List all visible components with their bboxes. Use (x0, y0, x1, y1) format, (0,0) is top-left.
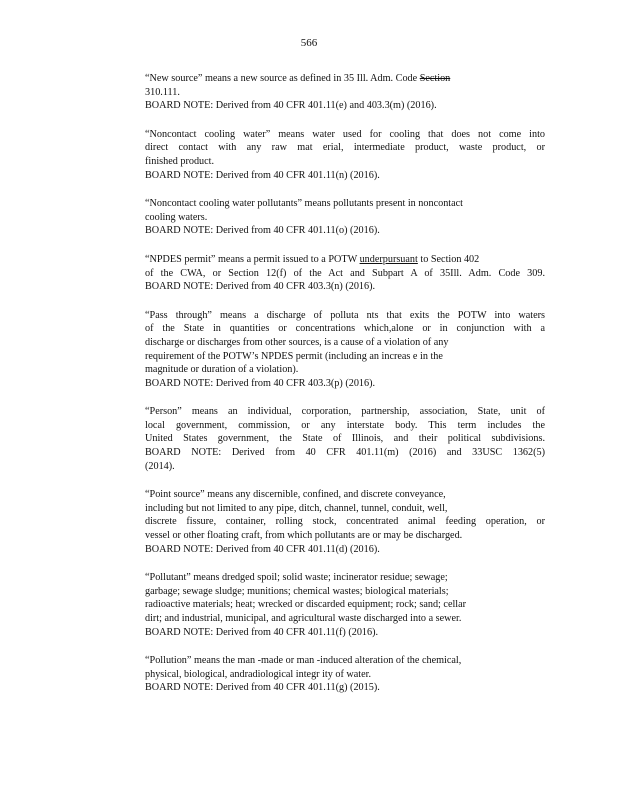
line-text: BOARD NOTE: Derived from 40 CFR 401.11(e) and 403.3(m) (2016). (145, 100, 437, 112)
text-line (145, 668, 545, 682)
line-text: vessel or other floating craft, from which pollutants are or may be discharged. (145, 530, 463, 542)
line-text: (2014). (145, 460, 175, 472)
text-line (145, 419, 545, 433)
underlined-text: underpursuant (359, 253, 418, 265)
struck-text: Section (419, 73, 451, 84)
text-line (145, 211, 545, 225)
text-line (145, 128, 545, 142)
text-line (145, 86, 545, 100)
line-text: 310.111. (145, 86, 180, 98)
definition-entry (145, 72, 545, 113)
text-line (145, 350, 545, 364)
text-line (145, 336, 545, 350)
text-line (145, 197, 545, 211)
line-text: BOARD NOTE: Derived from 40 CFR 403.3(p) (2016). (145, 377, 376, 389)
text-line (145, 280, 545, 294)
text-line (145, 446, 545, 460)
text-line (145, 309, 545, 323)
definition-entry (145, 488, 545, 556)
text-line (145, 488, 545, 502)
line-text: “NPDES permit” means a permit issued to a POTW (145, 253, 360, 265)
text-line (145, 612, 545, 626)
text-line (145, 571, 545, 585)
line-text-tail: to Section 402 (417, 253, 480, 265)
text-line (145, 141, 545, 155)
line-text: “Person” means an individual, corporation, partnership, association, State, unit of (145, 406, 545, 418)
text-line (145, 502, 545, 516)
definition-entry (145, 197, 545, 238)
line-text: of the CWA, or Section 12(f) of the Act and Subpart A of 35Ill. Adm. Code 309. (145, 267, 545, 279)
text-line (145, 529, 545, 543)
line-text: “New source” means a new source as defined in 35 Ill. Adm. Code (145, 73, 420, 84)
line-text: garbage; sewage sludge; munitions; chemical wastes; biological materials; (145, 585, 449, 597)
line-text: “Pass through” means a discharge of polluta nts that exits the POTW into waters (145, 309, 545, 321)
definition-entry (145, 654, 545, 695)
line-text: local government, commission, or any interstate body. This term includes the (145, 419, 545, 431)
line-text: discrete fissure, container, rolling stock, concentrated animal feeding operation, or (145, 516, 545, 528)
line-text: BOARD NOTE: Derived from 40 CFR 401.11(m) (2016) and 33USC 1362(5) (145, 447, 545, 459)
line-text: cooling waters. (145, 211, 208, 223)
text-line (145, 363, 545, 377)
page-number: 566 (300, 37, 318, 49)
definition-entry (145, 571, 545, 639)
text-line (145, 585, 545, 599)
text-line (145, 543, 545, 557)
line-text: “Pollution” means the man -made or man -induced alteration of the chemical, (145, 655, 462, 667)
text-line (145, 72, 545, 86)
text-line (145, 515, 545, 529)
definition-entry (145, 405, 545, 473)
line-text: physical, biological, andradiological integr ity of water. (145, 668, 372, 680)
line-text: “Point source” means any discernible, confined, and discrete conveyance, (145, 489, 446, 501)
line-text: BOARD NOTE: Derived from 40 CFR 401.11(o) (2016). (145, 225, 380, 237)
line-text: “Noncontact cooling water pollutants” means pollutants present in noncontact (145, 198, 463, 210)
text-line (145, 681, 545, 695)
line-text: BOARD NOTE: Derived from 40 CFR 401.11(f) (2016). (145, 626, 379, 638)
definition-entry (145, 128, 545, 182)
text-line (145, 253, 545, 267)
line-text: finished product. (145, 155, 215, 167)
text-line (145, 654, 545, 668)
definition-entry (145, 253, 545, 294)
line-text: “Noncontact cooling water” means water used for cooling that does not come into (145, 128, 545, 140)
line-text: discharge or discharges from other sources, is a cause of a violation of any (145, 336, 449, 348)
text-line (145, 377, 545, 391)
line-text: United States government, the State of Illinois, and their political subdivisions. (145, 433, 545, 445)
text-line (145, 267, 545, 281)
text-line (145, 460, 545, 474)
document-body (145, 72, 545, 710)
text-line (145, 99, 545, 113)
text-line (145, 432, 545, 446)
text-line (145, 322, 545, 336)
line-text: BOARD NOTE: Derived from 40 CFR 403.3(n) (2016). (145, 281, 376, 293)
text-line (145, 598, 545, 612)
line-text: BOARD NOTE: Derived from 40 CFR 401.11(g) (2015). (145, 682, 380, 694)
line-text: radioactive materials; heat; wrecked or discarded equipment; rock; sand; cellar (145, 599, 467, 611)
text-line (145, 405, 545, 419)
line-text: of the State in quantities or concentrations which,alone or in conjunction with a (145, 323, 545, 335)
line-text: direct contact with any raw mat erial, intermediate product, waste product, or (145, 142, 545, 154)
line-text: BOARD NOTE: Derived from 40 CFR 401.11(d) (2016). (145, 543, 380, 555)
text-line (145, 155, 545, 169)
line-text: “Pollutant” means dredged spoil; solid waste; incinerator residue; sewage; (145, 572, 448, 584)
text-line (145, 224, 545, 238)
line-text: BOARD NOTE: Derived from 40 CFR 401.11(n) (2016). (145, 169, 380, 181)
line-text: including but not limited to any pipe, ditch, channel, tunnel, conduit, well, (145, 502, 448, 514)
line-text: magnitude or duration of a violation). (145, 364, 299, 376)
definition-entry (145, 309, 545, 391)
text-line (145, 169, 545, 183)
line-text: dirt; and industrial, municipal, and agricultural waste discharged into a sewer. (145, 613, 462, 624)
text-line (145, 626, 545, 640)
line-text: requirement of the POTW’s NPDES permit (including an increas e in the (145, 350, 443, 362)
